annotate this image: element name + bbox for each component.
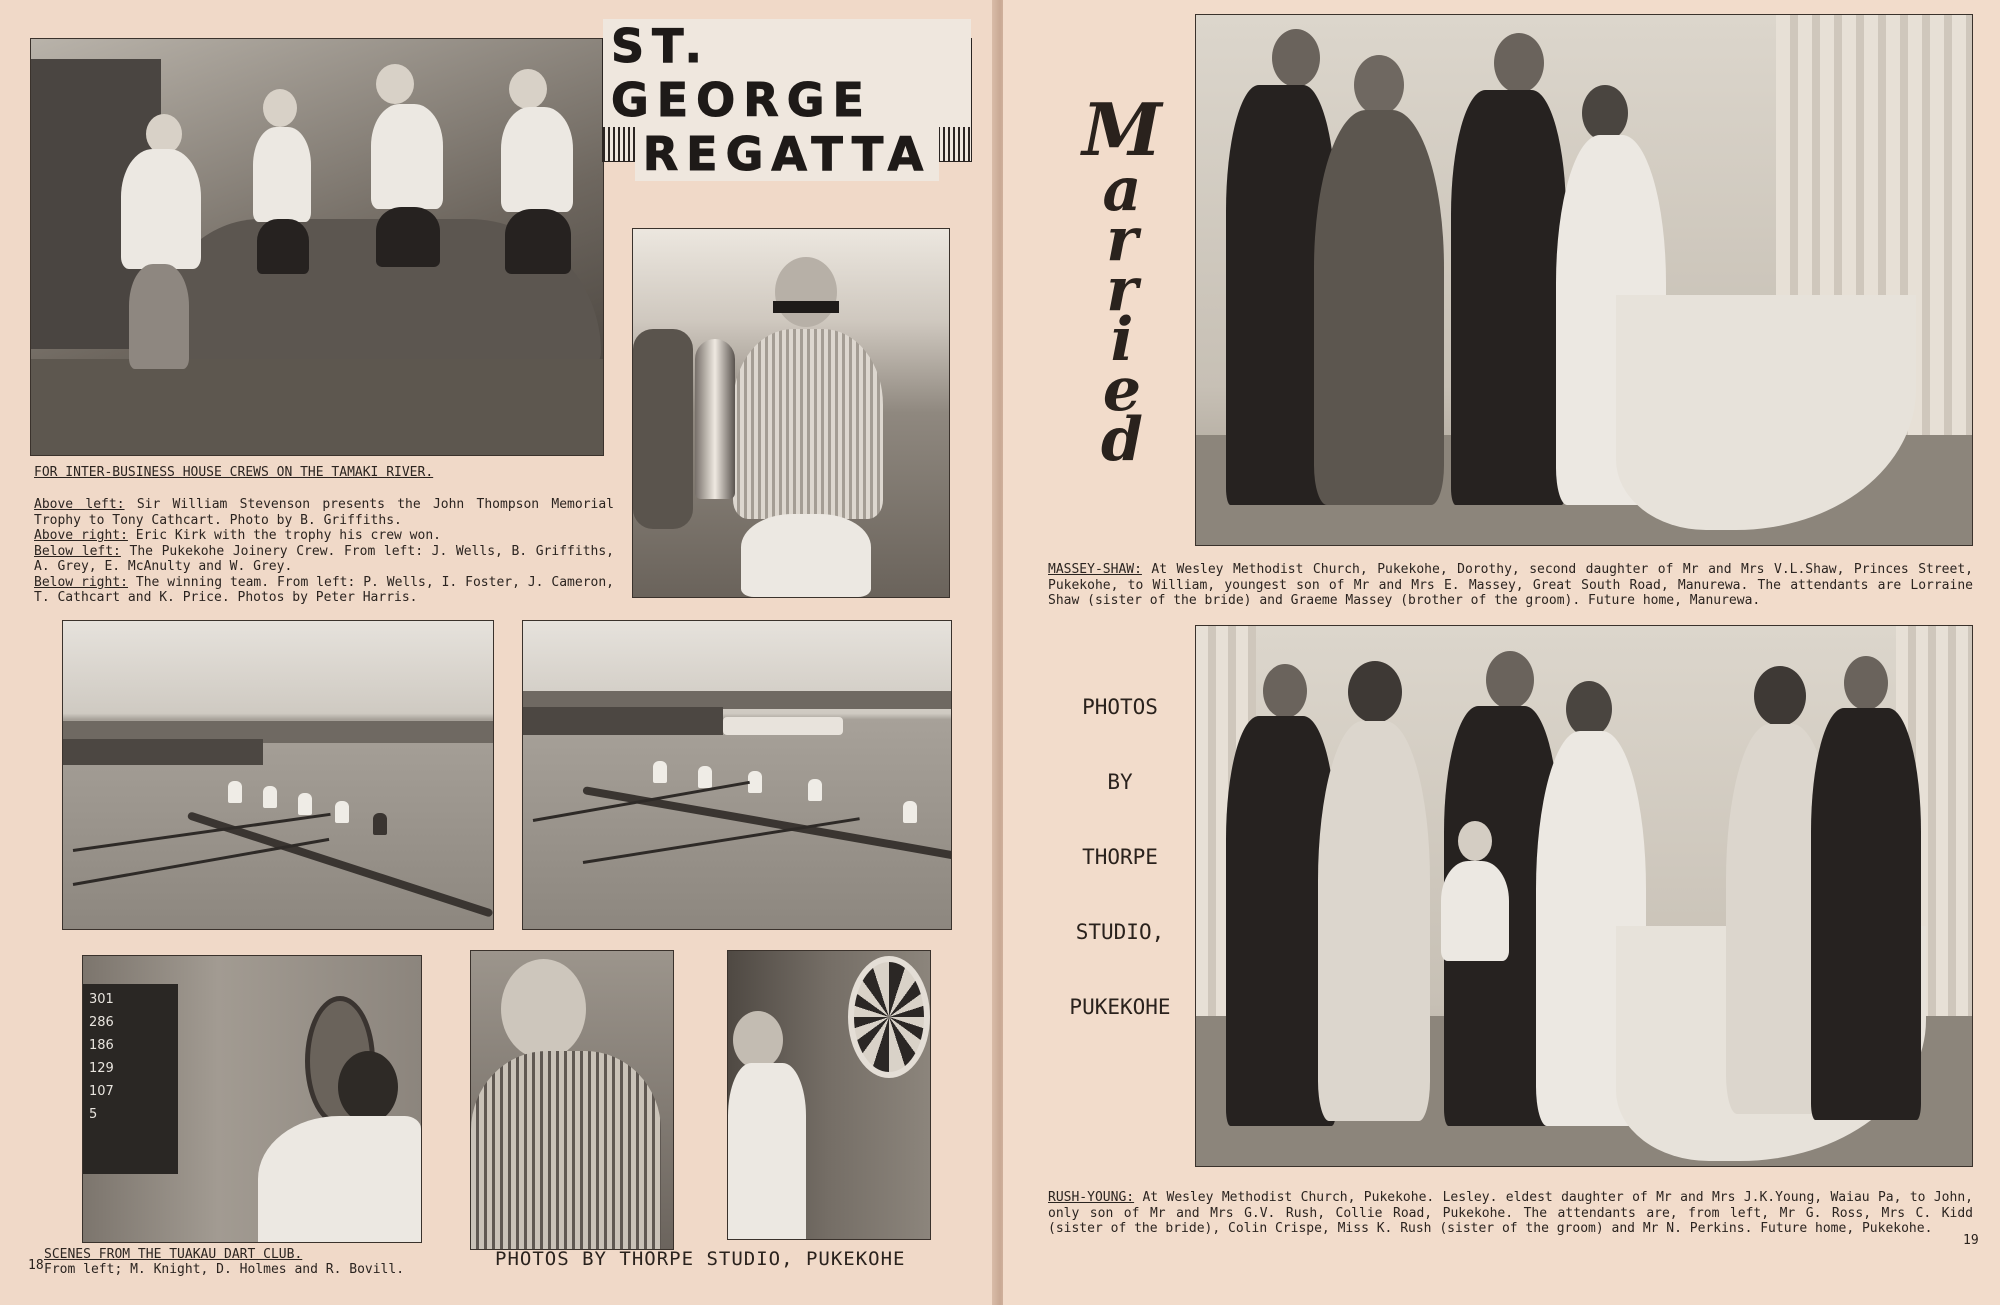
photo-trophy-presentation xyxy=(30,38,604,456)
photo-dart-player-holmes xyxy=(470,950,674,1250)
rower xyxy=(335,801,349,823)
caption-label: RUSH-YOUNG: xyxy=(1048,1190,1135,1205)
married-letter: r xyxy=(1106,255,1138,325)
blackboard-text: 301 286 186 129 107 5 xyxy=(89,992,114,1122)
caption-text: The Pukekohe Joinery Crew. From left: J. Wells, B. Griffiths, A. Grey, E. McAnulty and W. Grey. xyxy=(34,543,614,574)
photo-credit: PHOTOS BY THORPE STUDIO, PUKEKOHE xyxy=(495,1248,906,1270)
regatta-captions xyxy=(34,497,614,606)
person-head xyxy=(376,64,414,104)
caption-label: Above right: xyxy=(34,528,128,543)
person-shorts xyxy=(505,209,571,274)
person-head xyxy=(1844,656,1888,710)
page-boy xyxy=(1441,861,1509,961)
photos-by-line: PHOTOS xyxy=(1082,695,1158,719)
photo-rush-young-wedding xyxy=(1195,625,1973,1167)
person-body xyxy=(121,149,201,269)
rush-young-caption xyxy=(1048,1190,1973,1237)
photos-by-column xyxy=(1040,695,1200,1070)
bridesmaid-dress xyxy=(1314,110,1444,505)
person-head xyxy=(733,1011,783,1069)
rower xyxy=(298,793,312,815)
bridesmaid-dress xyxy=(1318,721,1430,1121)
groom-suit xyxy=(1451,90,1566,505)
caption-text: At Wesley Methodist Church, Pukekohe. Lesley. eldest daughter of Mr and Mrs J.K.Young, Waiau Pa, to John, only son of Mr and Mrs G.V. Rush, Collie Road, Pukekohe. The attendants are, from left, Mr G. Ross, Mrs C. Kidd (sister of the bride), Colin Crispe, Miss K. Rush (sister of the groom) and Mr N. Perkins. Future home, Pukekohe. xyxy=(1048,1190,1973,1236)
jetty xyxy=(523,707,723,735)
person-shorts xyxy=(257,219,309,274)
page-number-right: 19 xyxy=(1963,1233,1979,1248)
person-head xyxy=(1348,661,1402,723)
crowd-shape xyxy=(633,329,693,529)
person-head xyxy=(1582,85,1628,141)
caption-text: Sir William Stevenson presents the John Thompson Memorial Trophy to Tony Cathcart. Photo by B. Griffiths. xyxy=(34,497,615,528)
caption-above-left xyxy=(34,497,614,528)
caption-text: Eric Kirk with the trophy his crew won. xyxy=(127,528,441,543)
caption-label: MASSEY-SHAW: xyxy=(1048,562,1142,577)
married-letter: a xyxy=(1102,155,1142,225)
rower xyxy=(263,786,277,808)
person-head xyxy=(1272,29,1320,87)
person-head xyxy=(1754,666,1806,726)
caption-text: The winning team. From left: P. Wells, I. Foster, J. Cameron, T. Cathcart and K. Price. Photos by Peter Harris. xyxy=(34,574,614,605)
oar xyxy=(583,817,860,864)
married-letter: M xyxy=(1082,87,1162,172)
caption-label: Below right: xyxy=(34,574,128,590)
rowing-boat xyxy=(582,786,952,860)
caption-below-left xyxy=(34,544,614,575)
caption-below-right xyxy=(34,575,614,606)
page-boy-head xyxy=(1458,821,1492,861)
dart-caption: From left; M. Knight, D. Holmes and R. Bovill. xyxy=(44,1262,405,1277)
person-head xyxy=(146,114,182,154)
person-head xyxy=(501,959,586,1059)
person-body xyxy=(253,127,311,222)
photos-by-line: BY xyxy=(1107,770,1133,794)
dart-heading: SCENES FROM THE TUAKAU DART CLUB. xyxy=(44,1247,303,1262)
married-letter: e xyxy=(1102,355,1142,425)
rower xyxy=(228,781,242,803)
photos-by-line: STUDIO, xyxy=(1075,920,1165,944)
person-head xyxy=(1354,55,1404,115)
sunglasses xyxy=(773,301,839,313)
dartboard xyxy=(848,956,930,1078)
person-shirt xyxy=(258,1116,421,1242)
person-shirt xyxy=(728,1063,806,1239)
caption-text: At Wesley Methodist Church, Pukekohe, Dorothy, second daughter of Mr and Mrs V.L.Shaw, Princes Street, Pukekohe, to William, youngest son of Mr and Mrs E. Massey, Great South Road, Manurewa. The attendants are Lorraine Shaw (sister of the bride) and Graeme Massey (brother of the groom). Future home, Manurewa. xyxy=(1048,562,1973,608)
right-page xyxy=(1003,0,2000,1305)
person-shirt xyxy=(471,1051,661,1249)
photo-eric-kirk-trophy xyxy=(632,228,950,598)
person-trousers xyxy=(741,514,871,597)
photo-winning-team xyxy=(522,620,952,930)
groomsman-suit xyxy=(1811,708,1921,1120)
married-letter: r xyxy=(1106,205,1138,275)
person-head xyxy=(1486,651,1534,709)
person-shirt xyxy=(733,329,883,519)
moored-boat xyxy=(723,717,843,735)
person-shorts xyxy=(376,207,440,267)
person-head xyxy=(509,69,547,109)
caption-label: Above left: xyxy=(34,497,125,512)
photo-dart-blackboard xyxy=(82,955,422,1243)
person-head xyxy=(263,89,297,127)
caption-label: Below left: xyxy=(34,543,121,559)
person-head xyxy=(1263,664,1307,718)
rower xyxy=(653,761,667,783)
photos-by-line: PUKEKOHE xyxy=(1069,995,1171,1019)
married-heading xyxy=(1072,87,1172,475)
grass xyxy=(31,359,603,455)
regatta-title xyxy=(602,19,972,181)
rower xyxy=(903,801,917,823)
jetty xyxy=(63,739,263,765)
caption-above-right xyxy=(34,528,614,544)
photo-dart-player-bovill xyxy=(727,950,931,1240)
title-line-1: ST. GEORGE xyxy=(603,19,971,127)
person-body xyxy=(501,107,573,212)
person-head xyxy=(1566,681,1612,737)
rower xyxy=(808,779,822,801)
photo-massey-shaw-wedding xyxy=(1195,14,1973,546)
title-line-2: REGATTA xyxy=(635,127,939,181)
person-head xyxy=(338,1051,398,1123)
regatta-heading: FOR INTER-BUSINESS HOUSE CREWS ON THE TAMAKI RIVER. xyxy=(34,465,434,480)
photo-pukekohe-joinery-crew xyxy=(62,620,494,930)
person-body xyxy=(371,104,443,209)
rower xyxy=(373,813,387,835)
person-head xyxy=(775,257,837,327)
married-letter: d xyxy=(1101,405,1143,475)
person-legs xyxy=(129,264,189,369)
rower xyxy=(748,771,762,793)
person-head xyxy=(1494,33,1544,93)
page-number-left: 18 xyxy=(28,1258,44,1273)
trophy-shape xyxy=(695,339,735,499)
photos-by-line: THORPE xyxy=(1082,845,1158,869)
rower xyxy=(698,766,712,788)
massey-shaw-caption xyxy=(1048,562,1973,609)
married-letter: i xyxy=(1110,305,1134,375)
